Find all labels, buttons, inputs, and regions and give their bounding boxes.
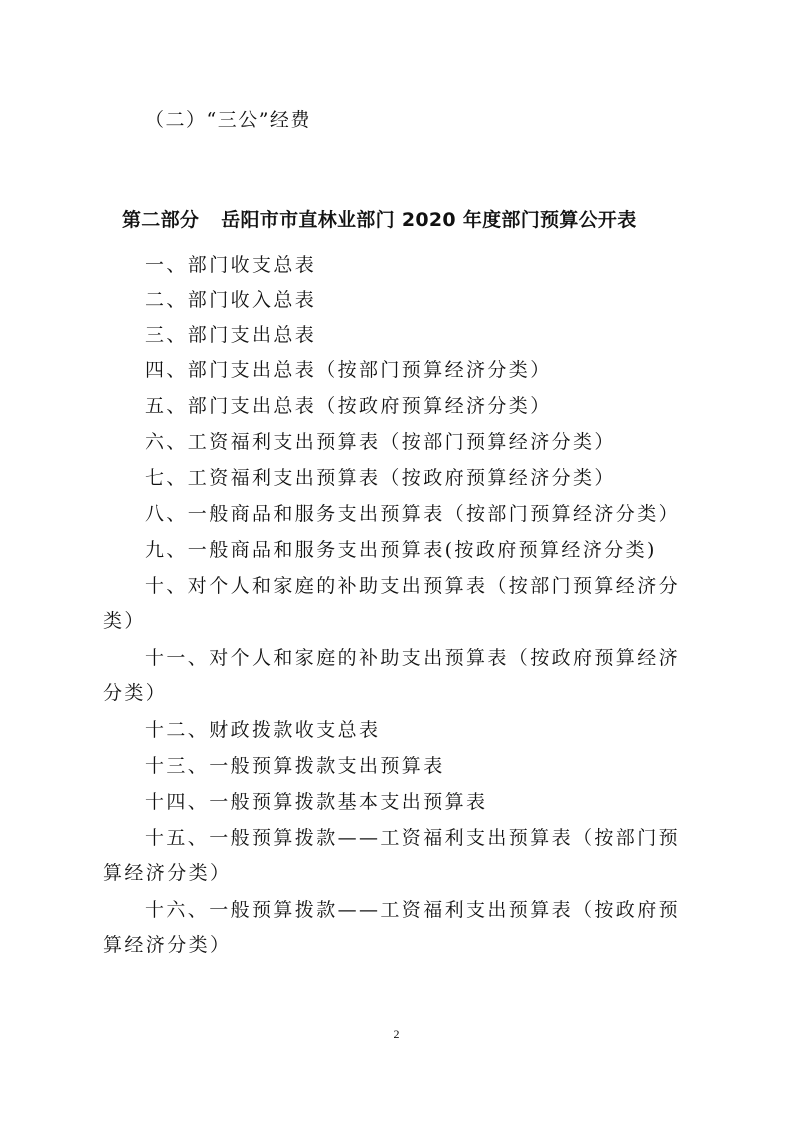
- list-item: 二、部门收入总表: [145, 289, 317, 311]
- list-item-continuation: 算经济分类）: [103, 934, 232, 956]
- list-item: 三、部门支出总表: [145, 324, 317, 346]
- list-item: 四、部门支出总表（按部门预算经济分类）: [145, 359, 552, 381]
- list-item: 七、工资福利支出预算表（按政府预算经济分类）: [145, 467, 616, 489]
- list-item-continuation: 类）: [103, 610, 146, 632]
- page-number: 2: [393, 1027, 400, 1041]
- list-item: 十四、一般预算拨款基本支出预算表: [145, 791, 488, 813]
- part-heading: [122, 207, 637, 233]
- part-title: 岳阳市市直林业部门 2020 年度部门预算公开表: [221, 209, 637, 231]
- list-item: 十三、一般预算拨款支出预算表: [145, 755, 445, 777]
- part-label: 第二部分: [122, 209, 200, 231]
- list-item: 八、一般商品和服务支出预算表（按部门预算经济分类）: [145, 503, 681, 525]
- list-item: 五、部门支出总表（按政府预算经济分类）: [145, 395, 552, 417]
- section-subtitle: （二）“三公”经费: [145, 109, 311, 131]
- list-item-continuation: 算经济分类）: [103, 862, 232, 884]
- list-item-continuation: 分类）: [103, 682, 168, 704]
- list-item: 十一、对个人和家庭的补助支出预算表（按政府预算经济: [145, 647, 681, 669]
- list-item: 一、部门收支总表: [145, 254, 317, 276]
- list-item: 十五、一般预算拨款——工资福利支出预算表（按部门预: [145, 827, 681, 849]
- list-item: 十、对个人和家庭的补助支出预算表（按部门预算经济分: [145, 575, 681, 597]
- list-item: 六、工资福利支出预算表（按部门预算经济分类）: [145, 431, 616, 453]
- list-item: 九、一般商品和服务支出预算表(按政府预算经济分类): [145, 539, 657, 561]
- list-item: 十六、一般预算拨款——工资福利支出预算表（按政府预: [145, 899, 681, 921]
- list-item: 十二、财政拨款收支总表: [145, 719, 381, 741]
